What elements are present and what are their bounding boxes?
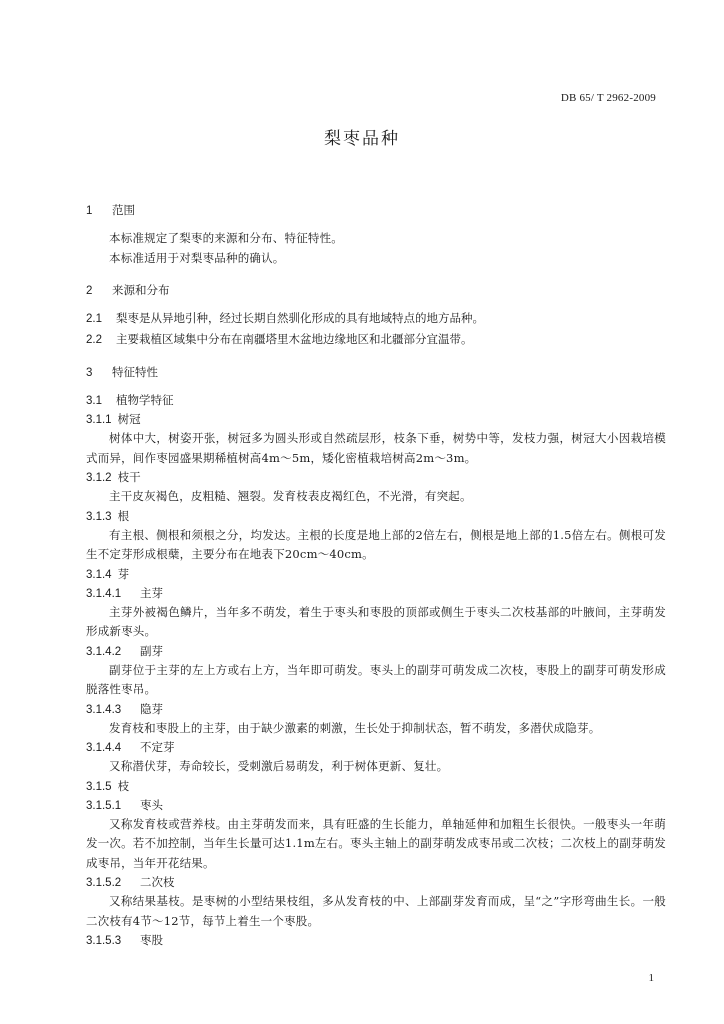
subclause-number: 3.1.5.1: [86, 799, 122, 812]
subsection-heading: [86, 391, 666, 410]
clause-text: 主要栽植区域集中分布在南疆塔里木盆地边缘地区和北疆部分宜温带。: [116, 331, 473, 346]
subclause-title: 枣股: [140, 933, 163, 947]
subclause-heading: [86, 738, 666, 757]
clause-title: 根: [117, 508, 130, 523]
clause-title: 芽: [117, 566, 130, 581]
numbered-paragraph: [86, 330, 666, 351]
section-heading: [86, 362, 666, 382]
clause-number: 3.1.5: [86, 780, 112, 793]
clause-number: 2.2: [86, 333, 102, 346]
section-heading: [86, 200, 666, 220]
subclause-number: 3.1.5.3: [86, 935, 122, 947]
paragraph: 副芽位于主芽的左上方或右上方，当年即可萌发。枣头上的副芽可萌发成二次枝，枣股上的副芽可萌发形成脱落性枣吊。: [86, 662, 666, 696]
clause-number: 3.1.1: [86, 414, 112, 426]
paragraph: 树体中大，树姿开张，树冠多为圆头形或自然疏层形，枝条下垂，树势中等，发枝力强，树冠大小因栽培模式而异，间作枣园盛果期稀植树高4m～5m，矮化密植栽培树高2m～3m。: [86, 431, 666, 465]
clause-number: 3.1.3: [86, 510, 112, 523]
subclause-number: 3.1.4.1: [86, 587, 122, 600]
paragraph: 又称结果基枝。是枣树的小型结果枝组，多从发育枝的中、上部副芽发育而成，呈“之”字形弯曲生长。一般二次枝有4节～12节，每节上着生一个枣股。: [86, 894, 666, 928]
clause-title: 树冠: [117, 412, 141, 426]
clause-title: 枝干: [117, 470, 141, 484]
subclause-heading: [86, 873, 666, 892]
subsection-number: 3.1: [86, 395, 102, 407]
paragraph: 本标准规定了梨枣的来源和分布、特征特性。: [109, 231, 343, 245]
subclause-heading: [86, 584, 666, 603]
section-number: 2: [86, 285, 93, 297]
subclause-heading: [86, 642, 666, 661]
clause-number: 3.1.2: [86, 472, 112, 484]
document-body: [86, 200, 666, 950]
page-number: 1: [648, 972, 654, 984]
section-number: 1: [86, 205, 93, 217]
clause-text: 梨枣是从异地引种，经过长期自然驯化形成的具有地域特点的地方品种。: [116, 311, 484, 325]
numbered-paragraph: [86, 309, 666, 330]
subclause-title: 副芽: [140, 643, 163, 658]
subclause-title: 枣头: [140, 797, 163, 812]
section-heading: [86, 280, 666, 300]
clause-heading: [86, 507, 666, 526]
document-title: 梨枣品种: [324, 129, 400, 149]
subclause-heading: [86, 796, 666, 815]
subclause-title: 不定芽: [140, 740, 175, 754]
clause-heading: [86, 468, 666, 487]
subclause-heading: [86, 931, 666, 950]
paragraph: 有主根、侧根和须根之分，均发达。主根的长度是地上部的2倍左右，侧根是地上部的1.5倍左右。侧根可发生不定芽形成根蘖，主要分布在地表下20cm～40cm。: [86, 527, 666, 561]
subclause-number: 3.1.4.3: [86, 703, 122, 716]
paragraph: 主干皮灰褐色，皮粗糙、翘裂。发育枝表皮褐红色，不光滑，有突起。: [109, 489, 472, 503]
clause-number: 3.1.4: [86, 568, 112, 581]
subclause-heading: [86, 700, 666, 719]
clause-number: 2.1: [86, 313, 102, 325]
clause-heading: [86, 777, 666, 796]
paragraph: 主芽外被褐色鳞片，当年多不萌发，着生于枣头和枣股的顶部或侧生于枣头二次枝基部的叶腋间，主芽萌发形成新枣头。: [86, 604, 666, 638]
section-title: 来源和分布: [112, 283, 170, 297]
subclause-title: 主芽: [140, 585, 163, 600]
subsection-title: 植物学特征: [116, 393, 174, 407]
subclause-number: 3.1.5.2: [86, 877, 122, 889]
subclause-number: 3.1.4.4: [86, 742, 122, 754]
clause-heading: [86, 565, 666, 584]
document-code: DB 65/ T 2962-2009: [560, 92, 656, 104]
section-title: 范围: [112, 203, 135, 217]
paragraph: 又称潜伏芽，寿命较长，受刺激后易萌发，利于树体更新、复壮。: [109, 759, 449, 773]
subclause-number: 3.1.4.2: [86, 645, 122, 658]
section-title: 特征特性: [112, 365, 158, 379]
clause-title: 枝: [117, 778, 130, 793]
subclause-title: 二次枝: [140, 875, 175, 889]
section-number: 3: [86, 367, 93, 379]
paragraph: 本标准适用于对梨枣品种的确认。: [109, 250, 285, 265]
clause-heading: [86, 410, 666, 429]
paragraph: 又称发育枝或营养枝。由主芽萌发而来，具有旺盛的生长能力，单轴延伸和加粗生长很快。一般枣头一年萌发一次。若不加控制，当年生长量可达1.1m左右。枣头主轴上的副芽萌发成枣吊或二次枝；二次枝上的副芽萌发成枣吊，当年开花结果。: [86, 816, 666, 870]
subclause-title: 隐芽: [140, 701, 163, 716]
paragraph: 发育枝和枣股上的主芽，由于缺少激素的刺激，生长处于抑制状态，暂不萌发，多潜伏成隐芽。: [109, 720, 601, 735]
